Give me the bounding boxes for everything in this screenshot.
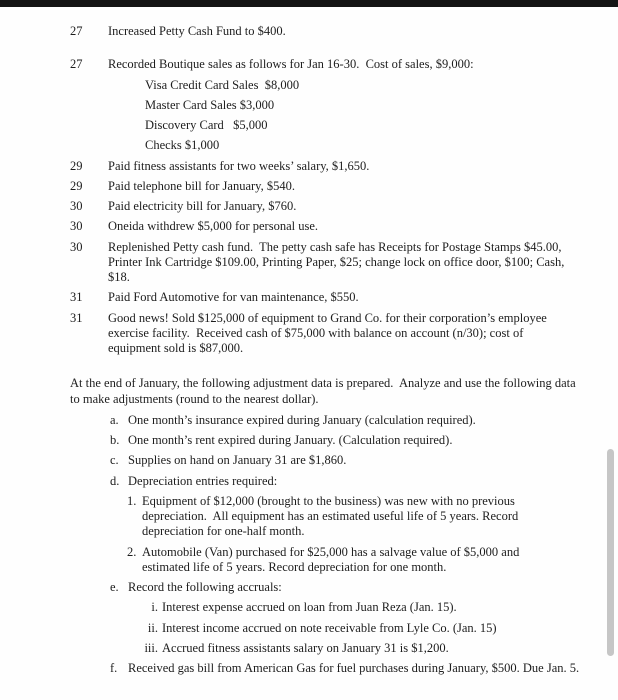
subitem-text: Accrued fitness assistants salary on January 31 is $1,200. [162,640,449,655]
entry-day-number: 27 [70,57,83,72]
adjustment-text: One month’s insurance expired during January (calculation required). [128,412,476,427]
adjustment-text: One month’s rent expired during January. (Calculation required). [128,433,453,447]
sales-breakdown-line: Discovery Card $5,000 [145,118,268,132]
adjustment-label: a. [110,412,119,427]
subitem-text: Equipment of $12,000 (brought to the business) was new with no previous depreciation. All equipment has an estimated useful life of 5 years. Record depreciation for one-half month. [142,493,522,539]
adjustments-list [70,413,578,677]
sales-breakdown-line: Checks $1,000 [145,138,220,153]
adjustment-label: d. [110,473,120,488]
journal-entry [70,159,578,174]
subitem-text: Interest income accrued on note receivable from Lyle Co. (Jan. 15) [162,620,497,635]
subitem-text: Interest expense accrued on loan from Juan Reza (Jan. 15). [162,600,457,615]
entry-text: Replenished Petty cash fund. The petty cash safe has Receipts for Postage Stamps $45.00, Printer Ink Cartridge $109.00, Printing Paper, $25; change lock on office door, $100; Cash, $18. [108,239,568,284]
depreciation-subitem [127,494,578,540]
depreciation-subitem [127,545,578,576]
entry-text: Good news! Sold $125,000 of equipment to Grand Co. for their corporation’s employee exercise facility. Received cash of $75,000 with balance on account (n/30); cost of equipment sold is $87,000. [108,310,550,355]
adjustment-text: Supplies on hand on January 31 are $1,860. [128,453,347,468]
adjustment-item [110,413,578,428]
journal-entry [70,57,578,72]
entry-text: Increased Petty Cash Fund to $400. [108,24,286,38]
entry-day-number: 29 [70,158,83,173]
journal-entry [70,240,578,286]
entry-day-number: 29 [70,178,83,193]
adjustment-item [110,453,578,468]
adjustment-item [110,661,578,676]
entry-text: Oneida withdrew $5,000 for personal use. [108,219,319,234]
accrual-subitem [140,641,578,656]
scrollbar-thumb[interactable] [607,449,614,656]
subitem-label: i. [151,600,158,615]
entry-day-number: 27 [70,24,83,38]
sales-breakdown-line: Master Card Sales $3,000 [145,97,275,112]
adjustments-intro: At the end of January, the following adjustment data is prepared. Analyze and use the following data to make adjustments (round to the nearest dollar). [70,376,579,406]
journal-entry [70,24,578,39]
adjustment-label: c. [110,453,119,468]
subitem-label: 1. [127,493,137,508]
entry-day-number: 30 [70,219,83,234]
entry-text: Paid fitness assistants for two weeks’ salary, $1,650. [108,158,370,173]
journal-entry [70,219,578,234]
entry-text: Paid electricity bill for January, $760. [108,199,297,213]
journal-entry [70,311,578,357]
adjustment-item [110,580,578,595]
entry-text: Paid telephone bill for January, $540. [108,178,295,193]
sales-breakdown-line: Visa Credit Card Sales $8,000 [145,77,300,92]
subitem-label: ii. [147,620,158,635]
document-content [0,7,618,681]
subitem-text: Automobile (Van) purchased for $25,000 has a salvage value of $5,000 and estimated life of 5 years. Record depreciation for one month. [142,544,523,574]
window-top-edge [0,0,618,7]
journal-entry [70,290,578,305]
accrual-subitem [140,600,578,615]
adjustment-text: Record the following accruals: [128,580,282,594]
accrual-subitem [140,621,578,636]
adjustment-text: Depreciation entries required: [128,473,278,488]
adjustment-label: b. [110,433,120,447]
entry-day-number: 30 [70,239,83,254]
adjustment-label: f. [110,661,118,675]
entry-day-number: 31 [70,310,83,325]
subitem-label: 2. [127,544,137,559]
journal-entry [70,199,578,214]
entry-text: Paid Ford Automotive for van maintenance, $550. [108,290,359,305]
journal-entry [70,179,578,194]
entry-day-number: 30 [70,199,83,213]
adjustment-label: e. [110,580,119,594]
adjustment-item [110,433,578,448]
adjustment-item [110,474,578,489]
entry-text: Recorded Boutique sales as follows for Jan 16-30. Cost of sales, $9,000: [108,57,474,72]
adjustment-text: Received gas bill from American Gas for fuel purchases during January, $500. Due Jan. 5. [128,661,580,675]
subitem-label: iii. [144,640,158,655]
entry-day-number: 31 [70,290,83,305]
